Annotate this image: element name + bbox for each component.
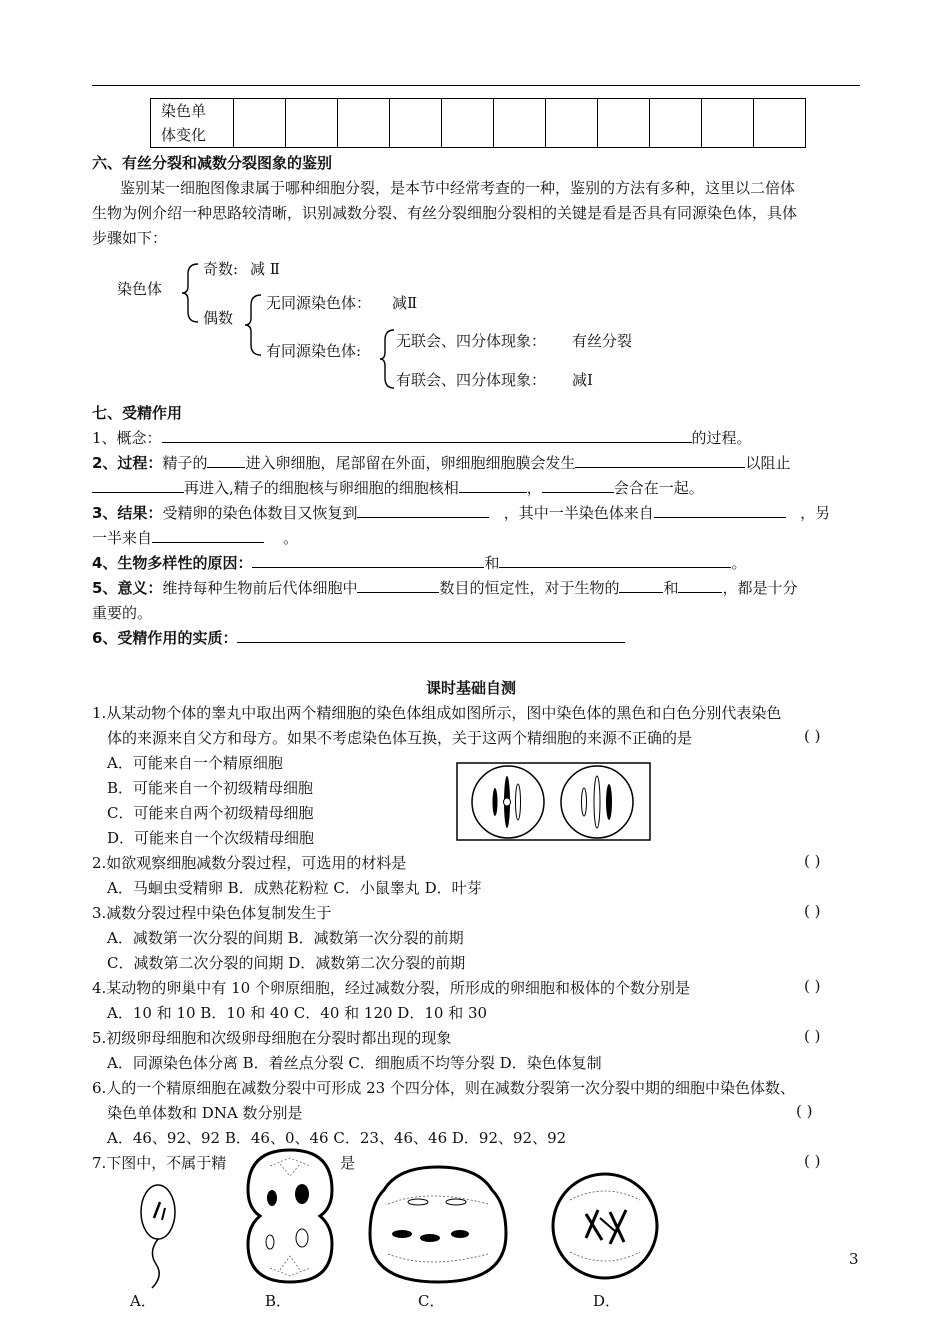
q1-stem-line2: 体的来源来自父方和母方。如果不考虑染色体互换，关于这两个精细胞的来源不正确的是 [107,729,693,747]
figure-c-dividing-cell [368,1164,508,1286]
section6-paragraph-line2: 生物为例介绍一种思路较清晰，识别减数分裂、有丝分裂细胞分裂相的关键是看是否具有同源染色体，具体 [92,204,798,222]
figure-a-sperm-cell [130,1180,190,1290]
tree-synapsis-result: 减Ⅰ [572,371,593,389]
q6-options: A．46、92、92 B．46、0、46 C．23、46、46 D．92、92、92 [107,1129,567,1147]
q6-answer-paren: ( ) [796,1102,813,1120]
q3-answer-paren: ( ) [804,902,821,920]
result-line2: 一半来自 。 [92,529,299,547]
quiz-title: 课时基础自测 [426,679,517,697]
section7-title: 七、受精作用 [92,404,183,422]
q7-stem-tail: 是 [340,1154,356,1172]
tree-no-synapsis: 无联会、四分体现象： [396,332,547,350]
q2-answer-paren: ( ) [804,852,821,870]
q1-option-a: A．可能来自一个精原细胞 [107,754,283,772]
tree-synapsis: 有联会、四分体现象： [396,371,547,389]
q6-stem-line2: 染色单体数和 DNA 数分别是 [107,1104,303,1122]
q5-answer-paren: ( ) [804,1027,821,1045]
figure-d-dividing-cell [550,1170,660,1282]
brace-level2 [243,293,265,357]
tree-root: 染色体 [117,280,163,298]
figure-d-label: D． [593,1292,621,1310]
q3-options-row2: C．减数第二次分裂的间期 D．减数第二次分裂的前期 [107,954,466,972]
q2-options: A．马蛔虫受精卵 B．成熟花粉粒 C．小鼠睾丸 D．叶芽 [107,879,482,897]
figure-a-label: A． [130,1292,156,1310]
significance-line1: 5、意义：维持每种生物前后代体细胞中 数目的恒定性，对于生物的 和 ，都是十分 [92,579,798,597]
page-number: 3 [849,1250,859,1268]
brace-level1 [180,262,202,324]
q7-answer-paren: ( ) [804,1152,821,1170]
q4-stem: 4.某动物的卵巢中有 10 个卵原细胞，经过减数分裂，所形成的卵细胞和极体的个数分别是 [92,979,690,997]
brace-level3 [378,328,398,390]
process-line2: 再进入,精子的细胞核与卵细胞的细胞核相 ， 会合在一起。 [92,477,704,498]
essence-line: 6、受精作用的实质： [92,627,625,648]
section6-title: 六、有丝分裂和减数分裂图象的鉴别 [92,154,333,172]
tree-has-homolog: 有同源染色体: [266,342,362,360]
significance-line2: 重要的。 [92,604,153,622]
q3-stem: 3.减数分裂过程中染色体复制发生于 [92,904,332,922]
tree-no-synapsis-result: 有丝分裂 [572,332,633,350]
sperm-cells-figure [456,762,652,842]
q4-options: A．10 和 10 B．10 和 40 C．40 和 120 D．10 和 30 [107,1004,488,1022]
figure-b-dividing-cell [240,1146,340,1286]
tree-no-homolog-result: 减Ⅱ [392,294,418,312]
concept-line: 1、概念： 的过程。 [92,429,752,447]
tree-even: 偶数 [203,309,234,327]
q1-option-b: B．可能来自一个初级精母细胞 [107,779,314,797]
process-line1: 2、过程：精子的 进入卵细胞，尾部留在外面，卵细胞细胞膜会发生 以阻止 [92,454,791,472]
q3-options-row1: A．减数第一次分裂的间期 B．减数第一次分裂的前期 [107,929,464,947]
section6-paragraph-line1: 鉴别某一细胞图像隶属于哪种细胞分裂，是本节中经常考查的一种，鉴别的方法有多种，这里以二倍体 [120,179,796,197]
figure-c-label: C． [418,1292,445,1310]
figure-b-label: B． [265,1292,292,1310]
section6-paragraph-line3: 步骤如下： [92,229,168,247]
q1-stem-line1: 1.从某动物个体的睾丸中取出两个精细胞的染色体组成如图所示，图中染色体的黑色和白色分别代表染色 [92,704,782,722]
tree-odd-result: 减 Ⅱ [250,260,280,278]
result-line1: 3、结果：受精卵的染色体数目又恢复到 ，其中一半染色体来自 ，另 [92,504,831,522]
q7-stem: 7.下图中，不属于精 [92,1154,227,1172]
chromatid-table [150,98,806,148]
diversity-line: 4、生物多样性的原因： 和 。 [92,554,747,572]
q5-options: A．同源染色体分离 B．着丝点分裂 C．细胞质不均等分裂 D．染色体复制 [107,1054,602,1072]
q5-stem: 5.初级卵母细胞和次级卵母细胞在分裂时都出现的现象 [92,1029,452,1047]
q1-option-c: C．可能来自两个初级精母细胞 [107,804,314,822]
q4-answer-paren: ( ) [804,977,821,995]
q1-answer-paren: ( ) [804,727,821,745]
q1-option-d: D．可能来自一个次级精母细胞 [107,829,315,847]
table-row-label: 染色单 体变化 [151,99,234,148]
tree-odd: 奇数: [203,260,239,278]
header-rule [92,85,860,86]
q6-stem-line1: 6.人的一个精原细胞在减数分裂中可形成 23 个四分体，则在减数分裂第一次分裂中期的细胞中染色体数、 [92,1079,795,1097]
q2-stem: 2.如欲观察细胞减数分裂过程，可选用的材料是 [92,854,407,872]
tree-no-homolog: 无同源染色体： [266,294,372,312]
